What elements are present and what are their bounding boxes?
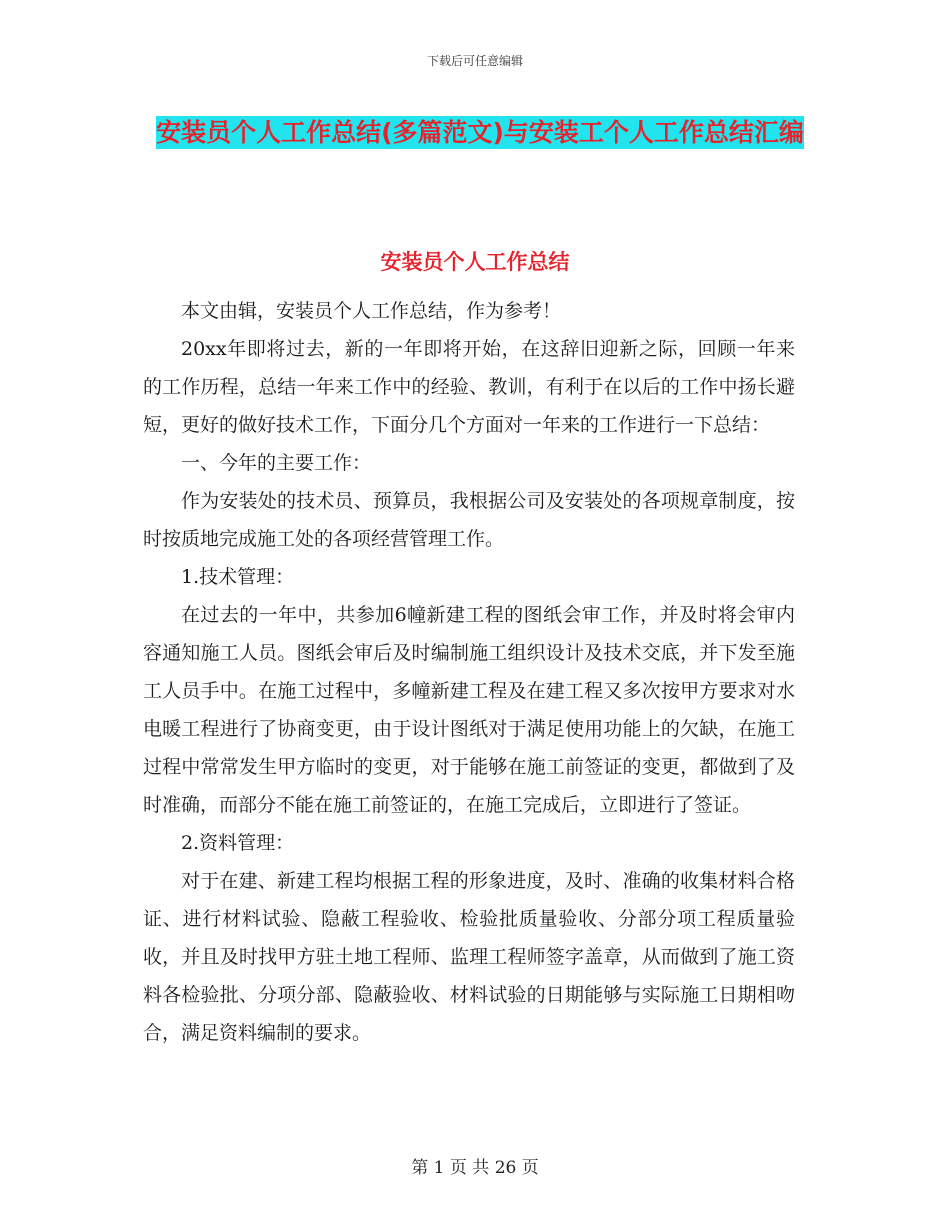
- paragraph: 一、今年的主要工作：: [181, 452, 372, 474]
- paragraph: 1.技术管理：: [181, 566, 295, 588]
- paragraph: 20xx年即将过去，新的一年即将开始，在这辞旧迎新之际，回顾一年来的工作历程，总结一年来工作中的经验、教训，有利于在以后的工作中扬长避短，更好的做好技术工作，下面分几个方面对一年来的工作进行一下总结：: [143, 338, 795, 436]
- section-title: 安装员个人工作总结: [380, 250, 570, 274]
- paragraph: 对于在建、新建工程均根据工程的形象进度，及时、准确的收集材料合格证、进行材料试验、隐蔽工程验收、检验批质量验收、分部分项工程质量验收，并且及时找甲方驻土地工程师、监理工程师签字盖章，从而做到了施工资料各检验批、分项分部、隐蔽验收、材料试验的日期能够与实际施工日期相吻合，满足资料编制的要求。: [143, 870, 795, 1044]
- page-number: 第 1 页 共 26 页: [411, 1158, 539, 1178]
- page-header-note: 下载后可任意编辑: [426, 54, 523, 68]
- document-title-text: 安装员个人工作总结(多篇范文)与安装工个人工作总结汇编: [156, 118, 804, 147]
- paragraph: 作为安装处的技术员、预算员，我根据公司及安装处的各项规章制度，按时按质地完成施工处的各项经营管理工作。: [143, 490, 795, 550]
- document-title: [150, 108, 810, 158]
- paragraph: 在过去的一年中，共参加6幢新建工程的图纸会审工作，并及时将会审内容通知施工人员。图纸会审后及时编制施工组织设计及技术交底，并下发至施工人员手中。在施工过程中，多幢新建工程及在建工程又多次按甲方要求对水电暖工程进行了协商变更，由于设计图纸对于满足使用功能上的欠缺，在施工过程中常常发生甲方临时的变更，对于能够在施工前签证的变更，都做到了及时准确，而部分不能在施工前签证的，在施工完成后，立即进行了签证。: [143, 604, 795, 816]
- paragraph: 2.资料管理：: [181, 832, 295, 854]
- document-body: [143, 292, 795, 1052]
- paragraph: 本文由辑，安装员个人工作总结，作为参考！: [181, 300, 562, 322]
